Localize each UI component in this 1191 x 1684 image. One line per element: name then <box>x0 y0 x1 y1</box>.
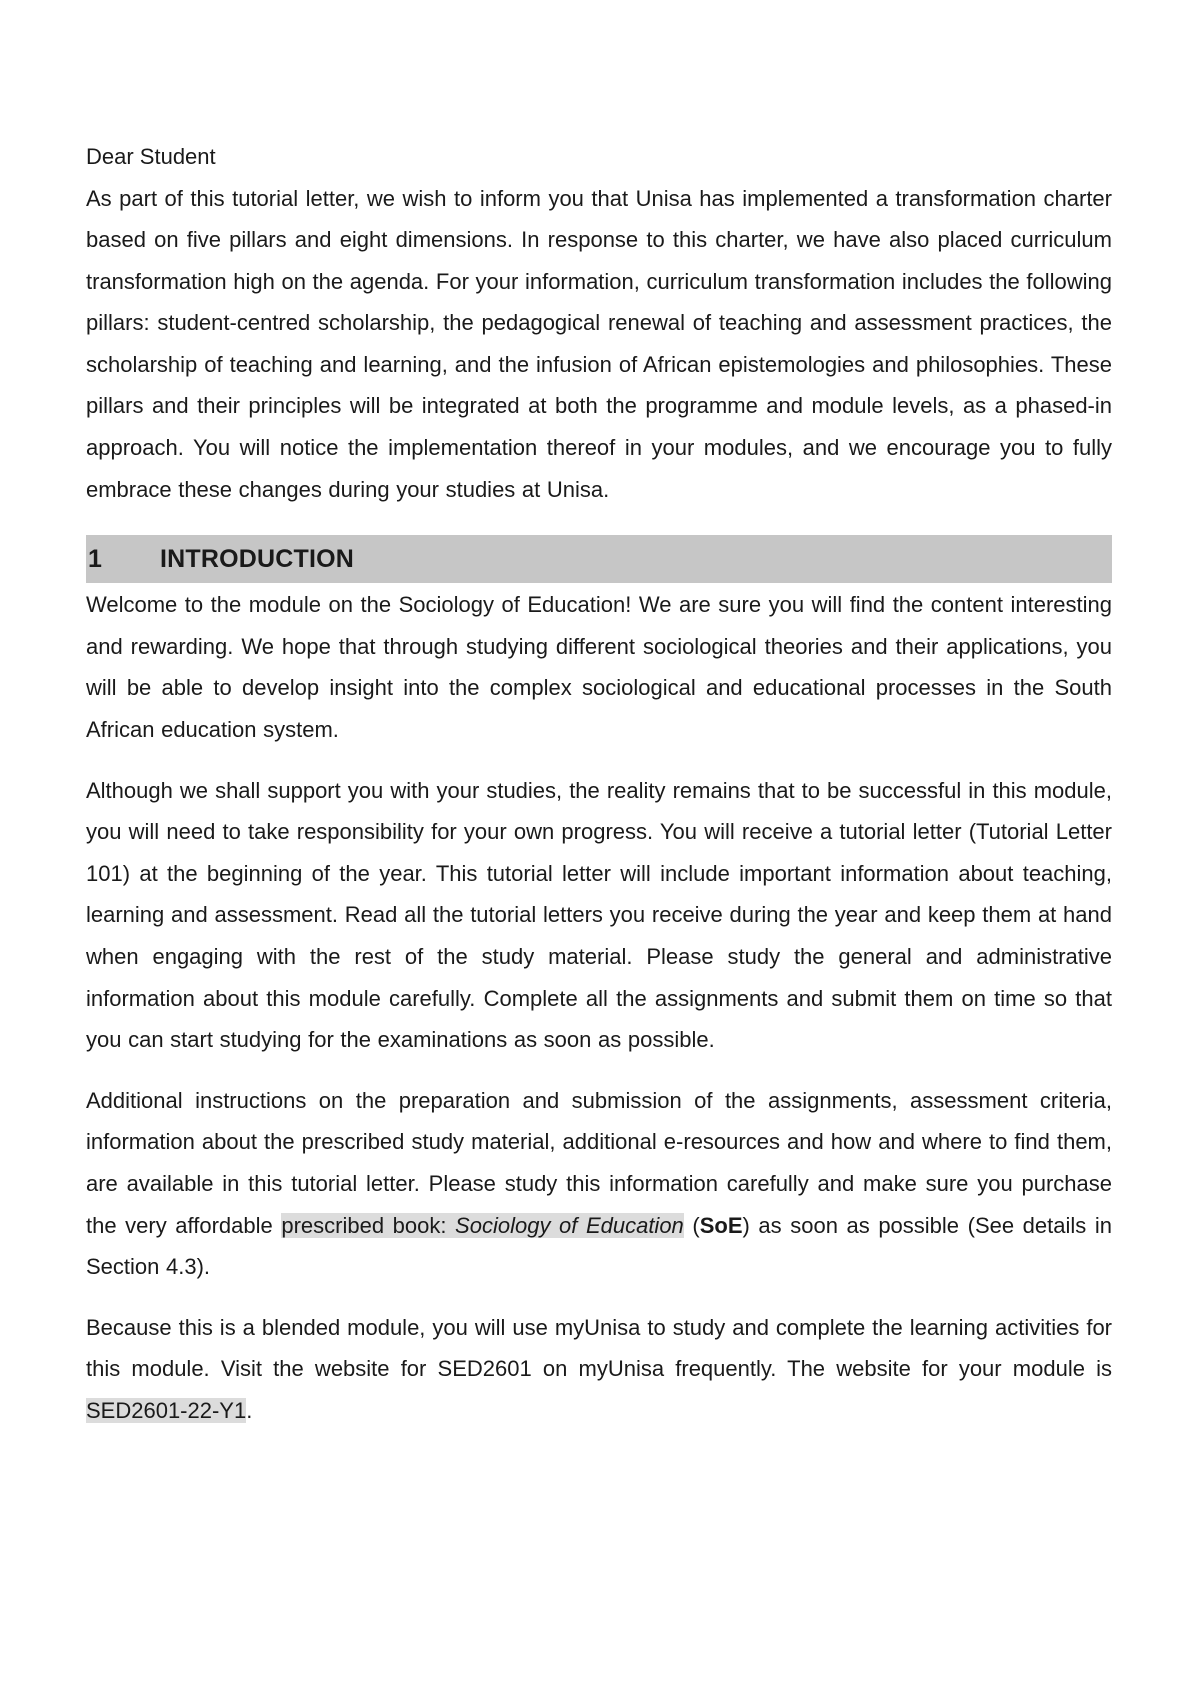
introduction-paragraph-responsibility: Although we shall support you with your studies, the reality remains that to be successful in this module, you will need to take responsibility for your own progress. You will receive a tutorial letter (Tutorial Letter 101) at the beginning of the year. This tutorial letter will include important information about teaching, learning and assessment. Read all the tutorial letters you receive during the year and keep them at hand when engaging with the rest of the study material. Please study the general and administrative information about this module carefully. Complete all the assignments and submit them on time so that you can start studying for the examinations as soon as possible. <box>86 777 1112 1053</box>
instructions-text: Additional instructions on the preparation and submission of the assignments, assessment criteria, information about the prescribed study material, additional e-resources and how and where to find them, are available in this tutorial letter. Please study this information carefully and make sure you purchase the very affordable <box>86 1087 1112 1238</box>
prescribed-book-label: prescribed book: <box>281 1212 456 1238</box>
prescribed-book-title: Sociology of Education <box>455 1212 684 1238</box>
section-heading-introduction <box>86 535 1112 583</box>
prescribed-book-highlight <box>281 1213 683 1238</box>
salutation: Dear Student <box>86 144 216 169</box>
introduction-paragraph-welcome: Welcome to the module on the Sociology of Education! We are sure you will find the content interesting and rewarding. We hope that through studying different sociological theories and their applications, you will be able to develop insight into the complex sociological and educational processes in the South African education system. <box>86 592 1112 743</box>
prescribed-book-abbreviation: SoE <box>699 1212 743 1238</box>
module-website-code: SED2601-22-Y1 <box>86 1397 247 1423</box>
instructions-text-end: ) as soon as possible (See details in Section 4.3). <box>86 1212 1112 1280</box>
section-number: 1 <box>88 544 102 573</box>
myunisa-text: Because this is a blended module, you will use myUnisa to study and complete the learning activities for this module. Visit the website for SED2601 on myUnisa frequently. The website for your module is <box>86 1314 1112 1382</box>
introduction-paragraph-instructions <box>86 1080 1112 1288</box>
abbrev-open: ( <box>683 1212 700 1238</box>
myunisa-text-end: . <box>246 1397 253 1423</box>
introduction-paragraph-myunisa <box>86 1307 1112 1432</box>
transformation-charter-paragraph: As part of this tutorial letter, we wish to inform you that Unisa has implemented a transformation charter based on five pillars and eight dimensions. In response to this charter, we have also placed curriculum transformation high on the agenda. For your information, curriculum transformation includes the following pillars: student-centred scholarship, the pedagogical renewal of teaching and assessment practices, the scholarship of teaching and learning, and the infusion of African epistemologies and philosophies. These pillars and their principles will be integrated at both the programme and module levels, as a phased-in approach. You will notice the implementation thereof in your modules, and we encourage you to fully embrace these changes during your studies at Unisa. <box>86 185 1112 502</box>
section-title: INTRODUCTION <box>160 544 355 573</box>
tutorial-letter-page <box>86 136 1112 1432</box>
